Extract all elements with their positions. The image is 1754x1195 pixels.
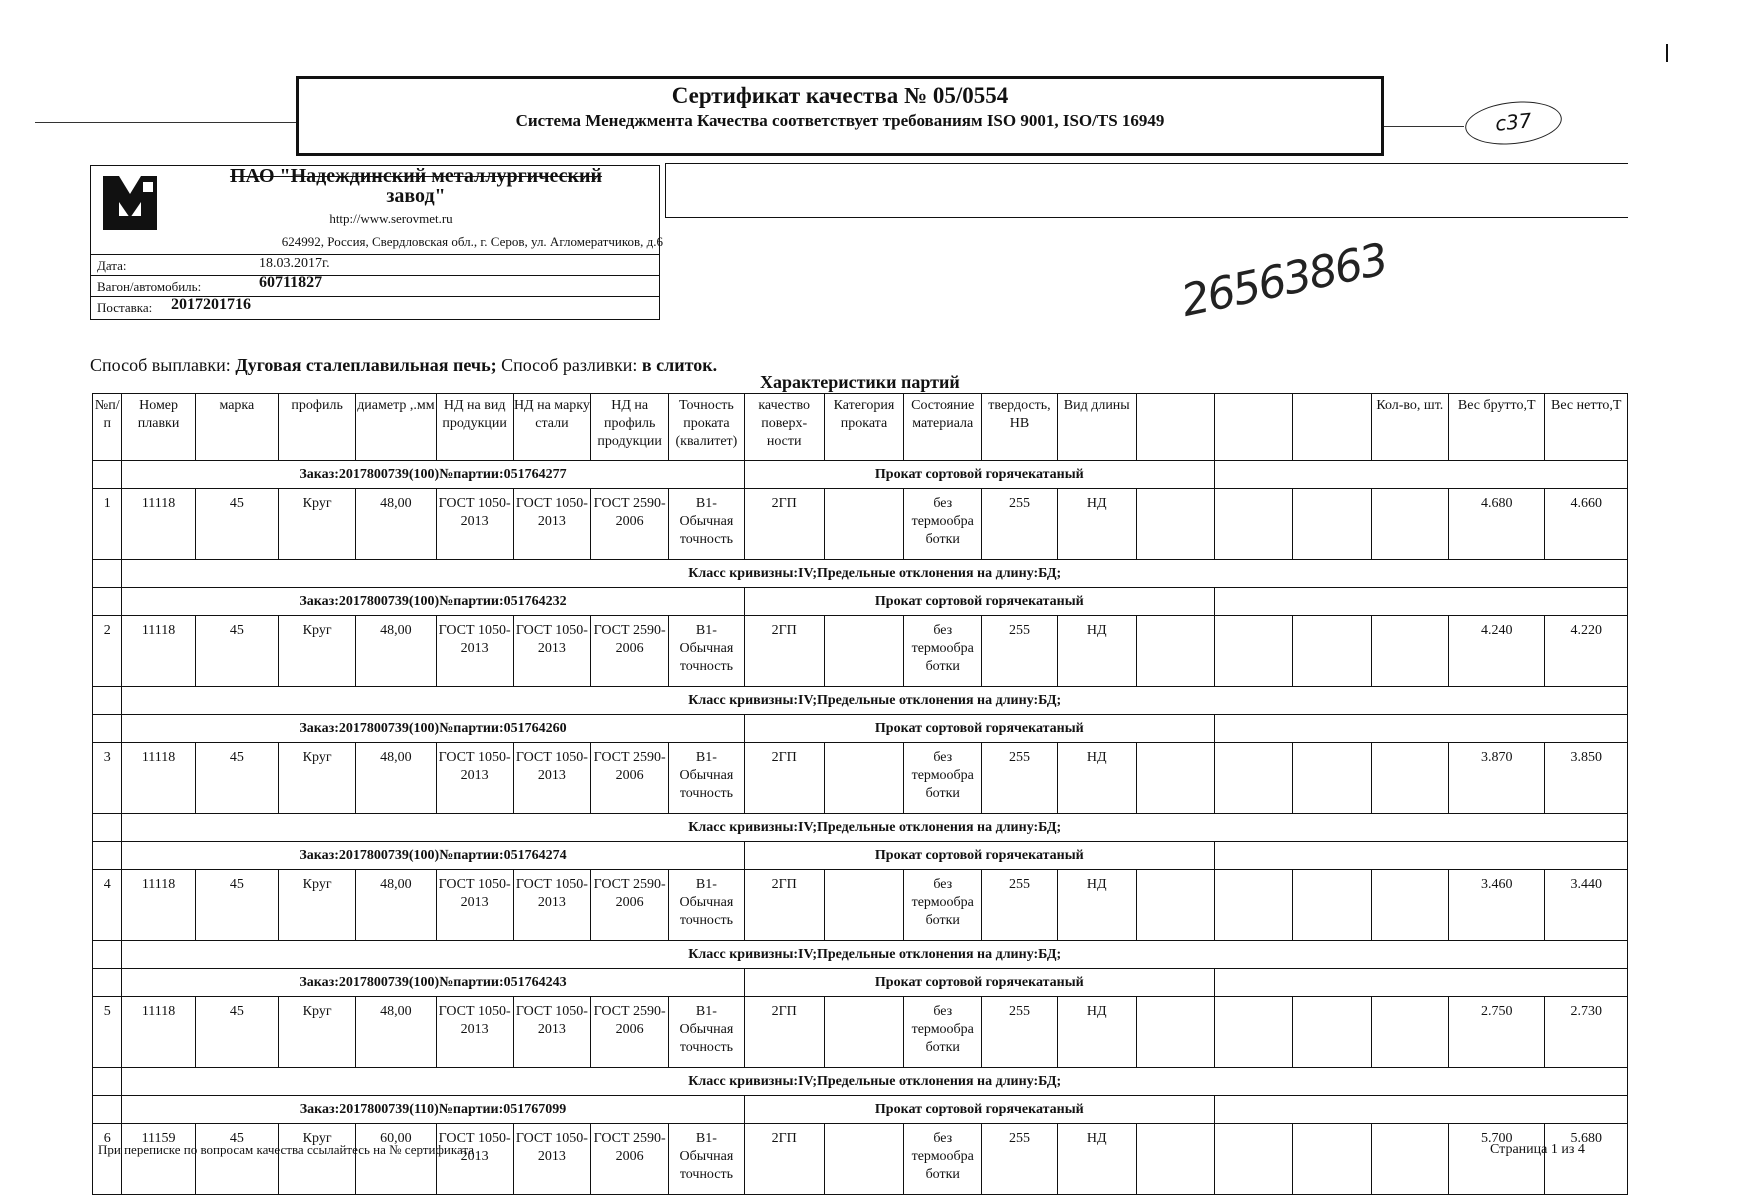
cell-accuracy: В1-Обычная точность <box>669 870 744 941</box>
melt-method-label: Способ выплавки: <box>90 355 231 375</box>
cell-gross: 3.870 <box>1448 743 1545 814</box>
cell-condition: без термообра ботки <box>904 1124 982 1195</box>
cell-num: 4 <box>93 870 122 941</box>
footer-note: При переписке по вопросам качества ссылайтесь на № сертификата <box>98 1142 474 1157</box>
order-info: Заказ:2017800739(100)№партии:051764232 <box>122 588 744 616</box>
cell-diameter: 48,00 <box>356 489 436 560</box>
cell-empty <box>824 616 903 687</box>
cell-nd-grade: ГОСТ 1050-2013 <box>513 743 590 814</box>
col-heat: Номер плавки <box>122 394 195 461</box>
col-nd-grade: НД на марку стали <box>513 394 590 461</box>
cell-nd-profile: ГОСТ 2590-2006 <box>591 997 669 1068</box>
certificate-subtitle: Система Менеджмента Качества соответствует требованиям ISO 9001, ISO/TS 16949 <box>515 111 1165 130</box>
cell-net: 3.850 <box>1545 743 1628 814</box>
col-empty <box>1215 394 1293 461</box>
cell-nd-profile: ГОСТ 2590-2006 <box>591 489 669 560</box>
col-nd-profile: НД на профиль продукции <box>591 394 669 461</box>
cell-empty <box>1215 489 1293 560</box>
cell-gross: 3.460 <box>1448 870 1545 941</box>
supply-value: 2017201716 <box>171 296 251 313</box>
order-spacer <box>93 715 122 743</box>
company-logo-icon <box>99 172 161 234</box>
table-row <box>93 616 1628 687</box>
cell-nd-profile: ГОСТ 2590-2006 <box>591 1124 669 1195</box>
col-num: №п/п <box>93 394 122 461</box>
cell-profile: Круг <box>279 870 356 941</box>
order-empty <box>1215 461 1628 489</box>
date-label: Дата: <box>97 258 127 273</box>
curvature-note: Класс кривизны:IV;Предельные отклонения на длину:БД; <box>122 941 1628 969</box>
scan-line <box>35 122 297 123</box>
cell-empty <box>1293 1124 1371 1195</box>
cell-empty <box>1136 616 1214 687</box>
col-hardness: твердость, НВ <box>982 394 1057 461</box>
cell-heat: 11118 <box>122 997 195 1068</box>
cell-surface: 2ГП <box>744 616 824 687</box>
col-surface: качество поверх-ности <box>744 394 824 461</box>
cell-hardness: 255 <box>982 1124 1057 1195</box>
cell-net: 2.730 <box>1545 997 1628 1068</box>
cell-gross: 4.240 <box>1448 616 1545 687</box>
cell-profile: Круг <box>279 489 356 560</box>
col-gross: Вес брутто,Т <box>1448 394 1545 461</box>
cell-heat: 11118 <box>122 870 195 941</box>
cell-gross: 5.700 <box>1448 1124 1545 1195</box>
cell-empty <box>1215 870 1293 941</box>
cell-hardness: 255 <box>982 616 1057 687</box>
cell-empty <box>1371 616 1448 687</box>
cell-grade: 45 <box>195 743 278 814</box>
cell-empty <box>824 1124 903 1195</box>
order-empty <box>1215 1096 1628 1124</box>
col-net: Вес нетто,Т <box>1545 394 1628 461</box>
cell-grade: 45 <box>195 997 278 1068</box>
order-info: Заказ:2017800739(100)№партии:051764243 <box>122 969 744 997</box>
wagon-value: 60711827 <box>259 274 323 291</box>
cell-empty <box>1215 616 1293 687</box>
cell-num: 6 <box>93 1124 122 1195</box>
order-empty <box>1215 588 1628 616</box>
melt-method-value: Дуговая сталеплавильная печь; <box>235 355 497 375</box>
cell-nd-grade: ГОСТ 1050-2013 <box>513 997 590 1068</box>
cell-grade: 45 <box>195 1124 278 1195</box>
table-title: Характеристики партий <box>760 372 960 392</box>
cell-length: НД <box>1057 870 1136 941</box>
cell-empty <box>824 997 903 1068</box>
order-row <box>93 715 1628 743</box>
cast-method-value: в слиток. <box>641 355 718 375</box>
cell-grade: 45 <box>195 489 278 560</box>
cell-diameter: 48,00 <box>356 616 436 687</box>
cell-empty <box>1293 743 1371 814</box>
date-row <box>91 254 659 276</box>
cell-length: НД <box>1057 997 1136 1068</box>
cell-diameter: 48,00 <box>356 870 436 941</box>
table-row <box>93 489 1628 560</box>
col-qty: Кол-во, шт. <box>1371 394 1448 461</box>
scan-mark <box>1666 44 1668 62</box>
cell-diameter: 48,00 <box>356 997 436 1068</box>
order-row <box>93 461 1628 489</box>
order-spacer <box>93 842 122 870</box>
cell-empty <box>1371 1124 1448 1195</box>
cell-profile: Круг <box>279 743 356 814</box>
cell-nd-grade: ГОСТ 1050-2013 <box>513 1124 590 1195</box>
order-info: Заказ:2017800739(110)№партии:051767099 <box>122 1096 744 1124</box>
cell-profile: Круг <box>279 616 356 687</box>
cell-heat: 11118 <box>122 743 195 814</box>
cell-grade: 45 <box>195 616 278 687</box>
cell-heat: 11159 <box>122 1124 195 1195</box>
order-info: Заказ:2017800739(100)№партии:051764277 <box>122 461 744 489</box>
curvature-note: Класс кривизны:IV;Предельные отклонения на длину:БД; <box>122 560 1628 588</box>
batch-characteristics-table <box>92 393 1628 1195</box>
cell-nd-product: ГОСТ 1050-2013 <box>436 489 513 560</box>
table-body <box>93 461 1628 1195</box>
cell-empty <box>1293 616 1371 687</box>
cell-empty <box>1293 997 1371 1068</box>
note-row <box>93 1068 1628 1096</box>
cell-nd-profile: ГОСТ 2590-2006 <box>591 743 669 814</box>
cell-diameter: 60,00 <box>356 1124 436 1195</box>
col-accuracy: Точность проката (квалитет) <box>669 394 744 461</box>
table-row <box>93 870 1628 941</box>
product-type: Прокат сортовой горячекатаный <box>744 588 1215 616</box>
col-grade: марка <box>195 394 278 461</box>
order-row <box>93 842 1628 870</box>
company-address: 624992, Россия, Свердловская обл., г. Серов, ул. Агломератчиков, д.6 <box>281 234 663 249</box>
cell-condition: без термообра ботки <box>904 616 982 687</box>
cell-empty <box>1215 997 1293 1068</box>
col-condition: Состояние материала <box>904 394 982 461</box>
col-nd-product: НД на вид продукции <box>436 394 513 461</box>
cell-length: НД <box>1057 616 1136 687</box>
production-method <box>90 355 717 376</box>
cell-num: 1 <box>93 489 122 560</box>
order-info: Заказ:2017800739(100)№партии:051764260 <box>122 715 744 743</box>
product-type: Прокат сортовой горячекатаный <box>744 842 1215 870</box>
cast-method-label: Способ разливки: <box>501 355 638 375</box>
product-type: Прокат сортовой горячекатаный <box>744 1096 1215 1124</box>
cell-hardness: 255 <box>982 870 1057 941</box>
cell-nd-product: ГОСТ 1050-2013 <box>436 616 513 687</box>
note-row <box>93 687 1628 715</box>
handwritten-number: 26563863 <box>1176 233 1391 328</box>
order-row <box>93 969 1628 997</box>
cell-surface: 2ГП <box>744 489 824 560</box>
order-row <box>93 588 1628 616</box>
order-row <box>93 1096 1628 1124</box>
order-empty <box>1215 715 1628 743</box>
cell-hardness: 255 <box>982 743 1057 814</box>
cell-empty <box>1293 870 1371 941</box>
cell-gross: 4.680 <box>1448 489 1545 560</box>
curvature-note: Класс кривизны:IV;Предельные отклонения на длину:БД; <box>122 814 1628 842</box>
note-spacer <box>93 941 122 969</box>
col-profile: профиль <box>279 394 356 461</box>
cell-empty <box>1215 1124 1293 1195</box>
order-info: Заказ:2017800739(100)№партии:051764274 <box>122 842 744 870</box>
company-name-line2: завод" <box>386 185 446 207</box>
note-spacer <box>93 560 122 588</box>
cell-empty <box>824 489 903 560</box>
order-spacer <box>93 1096 122 1124</box>
col-length: Вид длины <box>1057 394 1136 461</box>
cell-accuracy: В1-Обычная точность <box>669 997 744 1068</box>
page-number: Страница 1 из 4 <box>1490 1142 1585 1157</box>
cell-nd-grade: ГОСТ 1050-2013 <box>513 616 590 687</box>
cell-accuracy: В1-Обычная точность <box>669 616 744 687</box>
company-name-line1: ПАО "Надеждинский металлургический <box>229 165 603 187</box>
cell-accuracy: В1-Обычная точность <box>669 1124 744 1195</box>
curvature-note: Класс кривизны:IV;Предельные отклонения на длину:БД; <box>122 687 1628 715</box>
col-empty <box>1136 394 1214 461</box>
col-empty <box>1293 394 1371 461</box>
col-category: Категория проката <box>824 394 903 461</box>
cell-empty <box>1371 997 1448 1068</box>
cell-empty <box>1136 870 1214 941</box>
cell-empty <box>1371 489 1448 560</box>
cell-condition: без термообра ботки <box>904 743 982 814</box>
note-spacer <box>93 814 122 842</box>
cell-nd-product: ГОСТ 1050-2013 <box>436 743 513 814</box>
header-right-box <box>665 163 1628 218</box>
cell-empty <box>1136 1124 1214 1195</box>
supply-label: Поставка: <box>97 300 153 315</box>
cell-gross: 2.750 <box>1448 997 1545 1068</box>
cell-num: 3 <box>93 743 122 814</box>
company-info-box <box>90 165 663 320</box>
cell-diameter: 48,00 <box>356 743 436 814</box>
cell-empty <box>1136 997 1214 1068</box>
cell-nd-product: ГОСТ 1050-2013 <box>436 870 513 941</box>
cell-surface: 2ГП <box>744 870 824 941</box>
company-website: http://www.serovmet.ru <box>329 211 453 226</box>
cell-empty <box>1136 743 1214 814</box>
cell-nd-profile: ГОСТ 2590-2006 <box>591 616 669 687</box>
certificate-title: Сертификат качества № 05/0554 <box>671 83 1009 108</box>
product-type: Прокат сортовой горячекатаный <box>744 461 1215 489</box>
handwritten-stamp: с37 <box>1463 97 1564 149</box>
cell-length: НД <box>1057 743 1136 814</box>
curvature-note: Класс кривизны:IV;Предельные отклонения на длину:БД; <box>122 1068 1628 1096</box>
cell-profile: Круг <box>279 1124 356 1195</box>
cell-empty <box>1293 489 1371 560</box>
cell-surface: 2ГП <box>744 997 824 1068</box>
cell-num: 5 <box>93 997 122 1068</box>
wagon-row <box>91 275 659 297</box>
cell-heat: 11118 <box>122 489 195 560</box>
order-empty <box>1215 969 1628 997</box>
cell-nd-product: ГОСТ 1050-2013 <box>436 1124 513 1195</box>
cell-empty <box>1215 743 1293 814</box>
cell-num: 2 <box>93 616 122 687</box>
cell-surface: 2ГП <box>744 1124 824 1195</box>
cell-grade: 45 <box>195 870 278 941</box>
certificate-title-box <box>296 76 1384 156</box>
cell-net: 3.440 <box>1545 870 1628 941</box>
supply-row <box>91 296 659 318</box>
table-row <box>93 1124 1628 1195</box>
cell-accuracy: В1-Обычная точность <box>669 743 744 814</box>
cell-nd-profile: ГОСТ 2590-2006 <box>591 870 669 941</box>
cell-empty <box>1371 870 1448 941</box>
table-header-row <box>93 394 1628 461</box>
product-type: Прокат сортовой горячекатаный <box>744 715 1215 743</box>
order-spacer <box>93 588 122 616</box>
order-spacer <box>93 461 122 489</box>
order-empty <box>1215 842 1628 870</box>
cell-hardness: 255 <box>982 997 1057 1068</box>
note-row <box>93 814 1628 842</box>
cell-surface: 2ГП <box>744 743 824 814</box>
cell-net: 5.680 <box>1545 1124 1628 1195</box>
cell-empty <box>1371 743 1448 814</box>
cell-empty <box>1136 489 1214 560</box>
cell-empty <box>824 743 903 814</box>
cell-condition: без термообра ботки <box>904 997 982 1068</box>
cell-heat: 11118 <box>122 616 195 687</box>
cell-empty <box>824 870 903 941</box>
product-type: Прокат сортовой горячекатаный <box>744 969 1215 997</box>
scan-line <box>1384 126 1464 127</box>
cell-accuracy: В1-Обычная точность <box>669 489 744 560</box>
cell-condition: без термообра ботки <box>904 870 982 941</box>
wagon-label: Вагон/автомобиль: <box>97 279 202 294</box>
note-row <box>93 560 1628 588</box>
note-row <box>93 941 1628 969</box>
date-value: 18.03.2017г. <box>259 256 330 271</box>
cell-length: НД <box>1057 489 1136 560</box>
note-spacer <box>93 1068 122 1096</box>
cell-nd-grade: ГОСТ 1050-2013 <box>513 489 590 560</box>
col-diameter: диаметр ,.мм <box>356 394 436 461</box>
cell-nd-product: ГОСТ 1050-2013 <box>436 997 513 1068</box>
cell-hardness: 255 <box>982 489 1057 560</box>
cell-net: 4.220 <box>1545 616 1628 687</box>
table-row <box>93 997 1628 1068</box>
note-spacer <box>93 687 122 715</box>
order-spacer <box>93 969 122 997</box>
cell-condition: без термообра ботки <box>904 489 982 560</box>
cell-profile: Круг <box>279 997 356 1068</box>
cell-nd-grade: ГОСТ 1050-2013 <box>513 870 590 941</box>
cell-net: 4.660 <box>1545 489 1628 560</box>
cell-length: НД <box>1057 1124 1136 1195</box>
table-row <box>93 743 1628 814</box>
